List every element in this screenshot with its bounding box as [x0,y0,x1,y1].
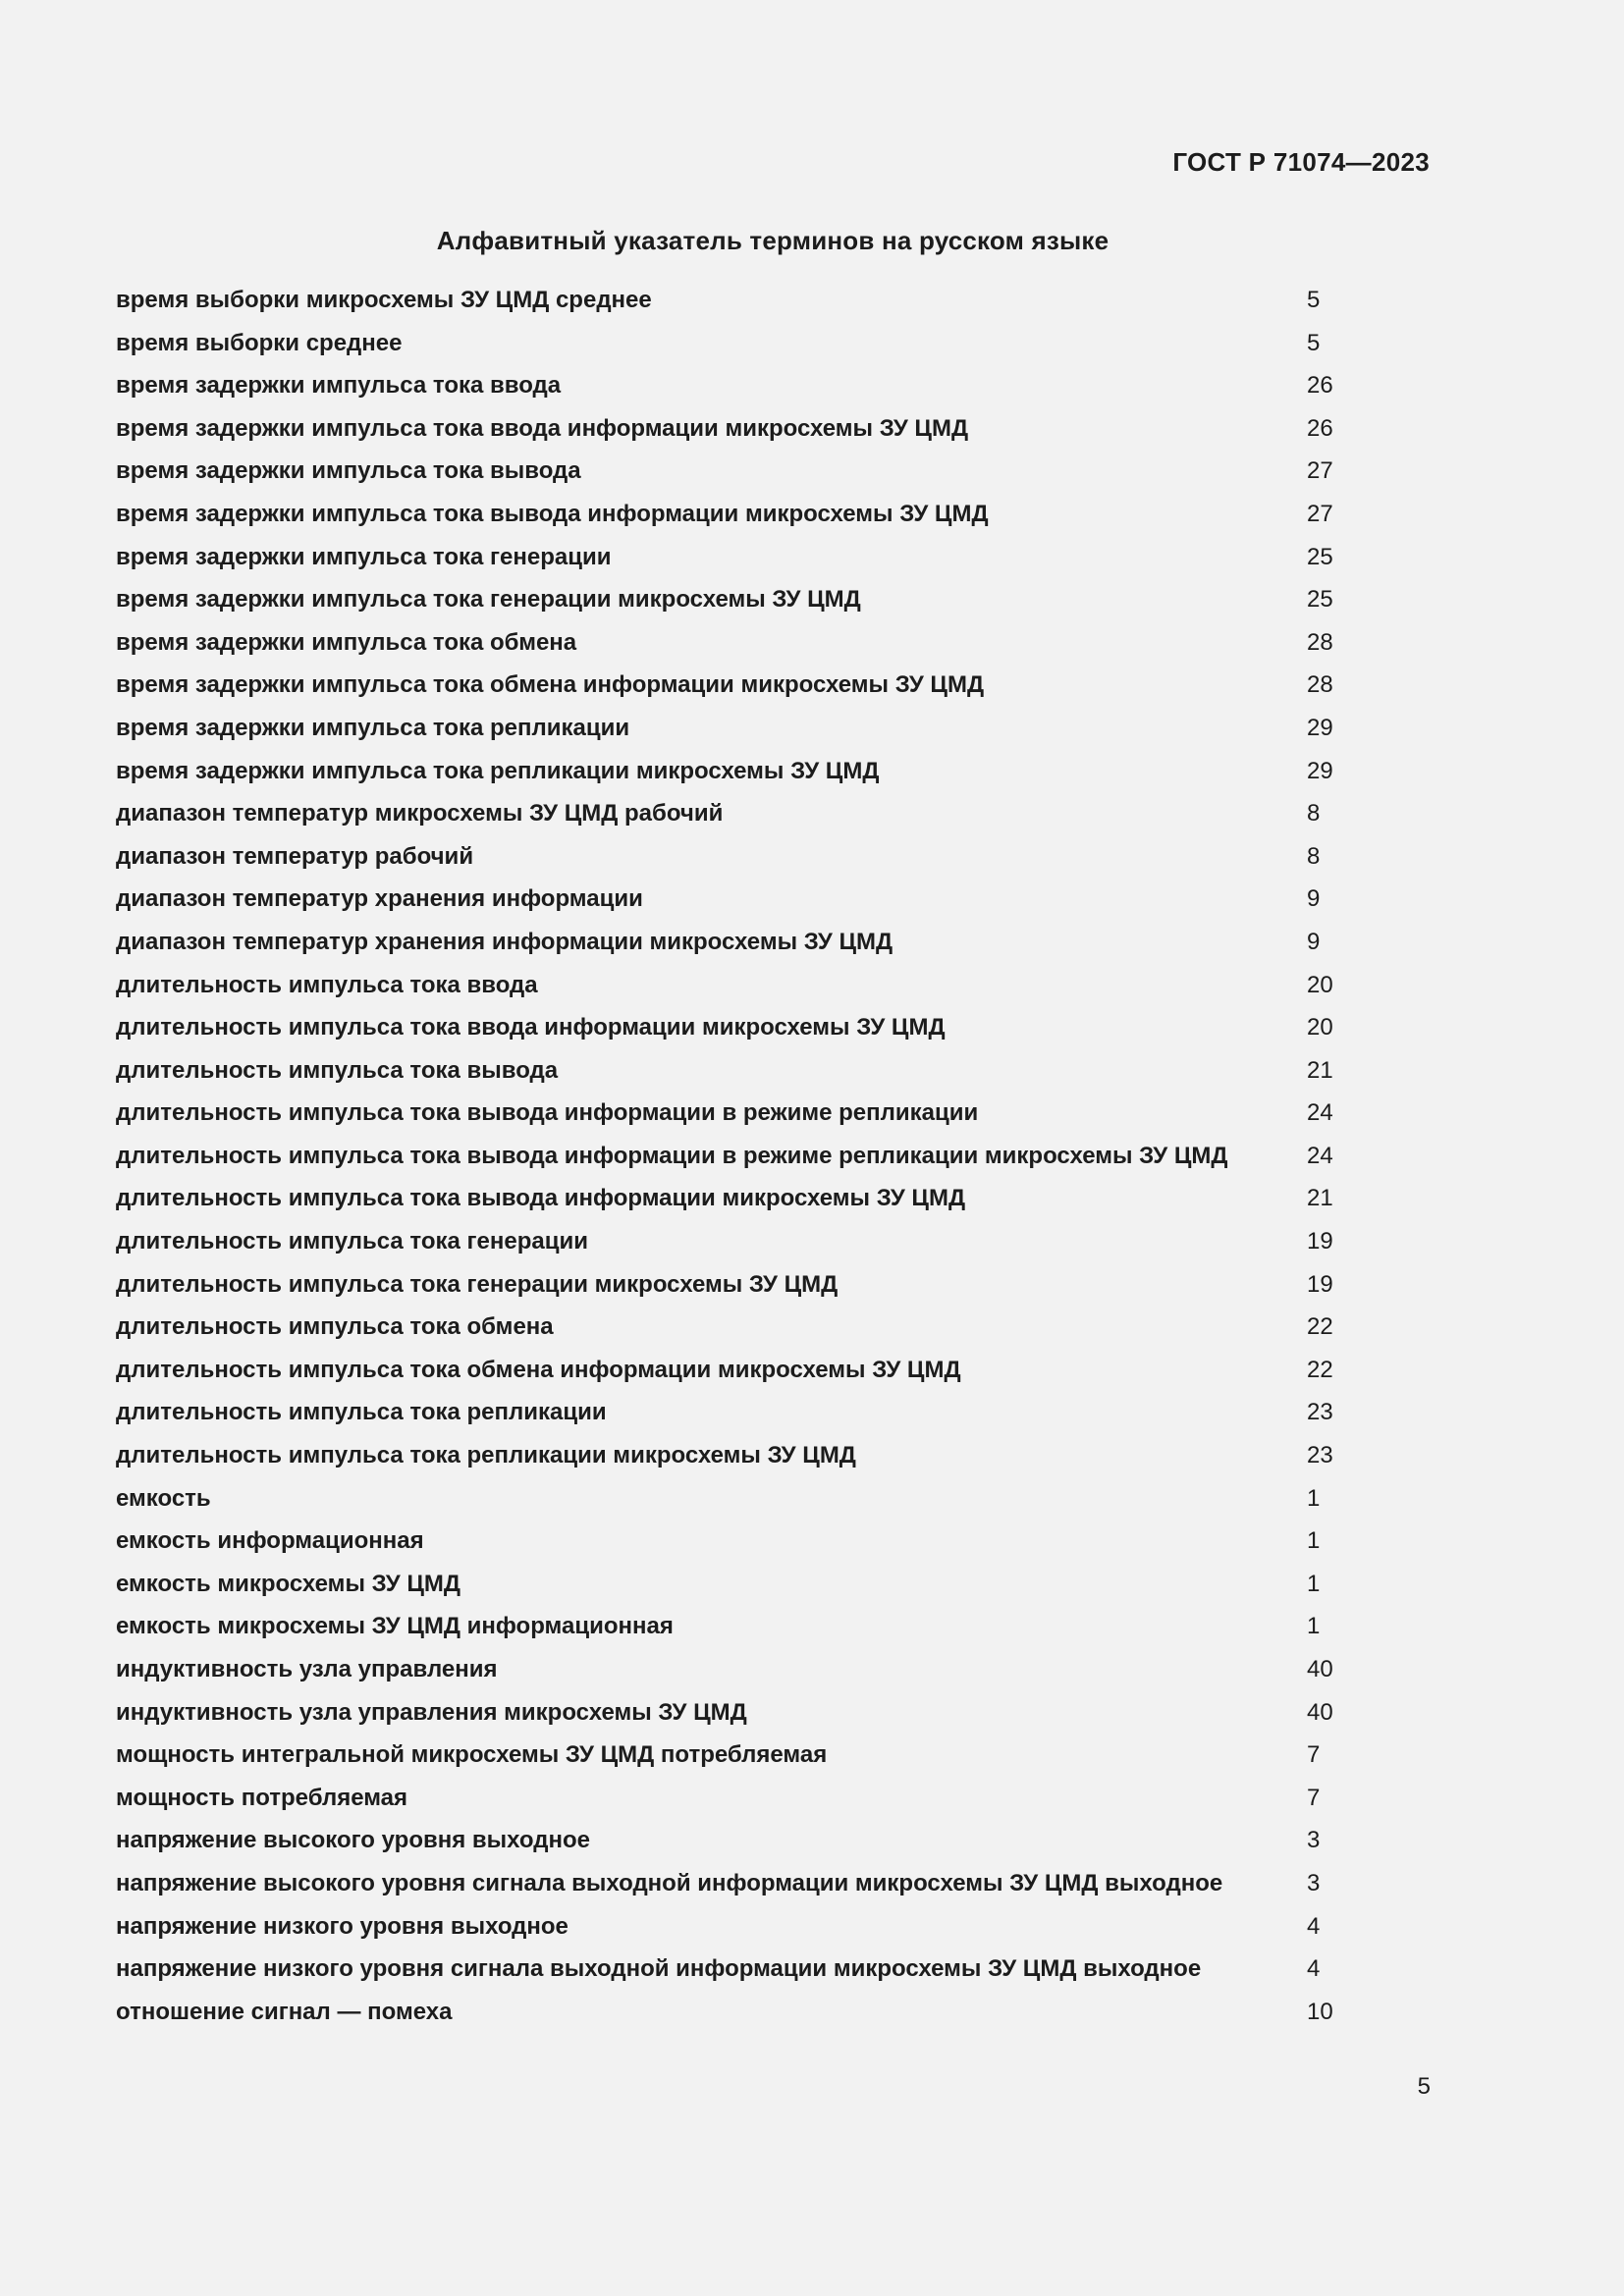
index-page-ref: 19 [1307,1270,1333,1298]
index-term: длительность импульса тока ввода [116,971,538,998]
index-entry [116,880,1333,923]
index-page-ref: 9 [1307,928,1321,955]
index-term: напряжение высокого уровня сигнала выходной информации микросхемы ЗУ ЦМД выходное [116,1869,1223,1896]
index-entry [116,1308,1333,1351]
index-term: время задержки импульса тока репликации микросхемы ЗУ ЦМД [116,757,880,784]
page-number: 5 [1417,2073,1431,2100]
index-term: длительность импульса тока репликации [116,1399,607,1426]
index-page-ref: 3 [1307,1827,1321,1854]
index-page-ref: 23 [1307,1442,1333,1469]
index-page-ref: 23 [1307,1399,1333,1426]
index-page-ref: 24 [1307,1142,1333,1169]
index-page-ref: 1 [1307,1613,1321,1640]
index-page-ref: 27 [1307,500,1333,527]
index-page-ref: 8 [1307,842,1321,870]
index-entry [116,1693,1333,1736]
index-entry [116,1735,1333,1779]
index-entry [116,580,1333,623]
index-term: диапазон температур рабочий [116,842,474,870]
index-term: индуктивность узла управления микросхемы ЗУ ЦМД [116,1698,747,1726]
index-entry [116,366,1333,409]
index-term: время задержки импульса тока ввода [116,372,562,400]
index-term: отношение сигнал — помеха [116,1998,453,2025]
index-term: емкость микросхемы ЗУ ЦМД информационная [116,1613,674,1640]
index-entry [116,281,1333,324]
term-index-list [116,281,1333,2035]
index-entry [116,1864,1333,1907]
index-term: длительность импульса тока вывода [116,1056,559,1084]
index-page-ref: 29 [1307,757,1333,784]
index-entry [116,1650,1333,1693]
index-entry [116,709,1333,752]
index-page-ref: 20 [1307,1014,1333,1041]
index-term: диапазон температур хранения информации [116,885,643,913]
index-entry [116,409,1333,453]
index-term: длительность импульса тока репликации микросхемы ЗУ ЦМД [116,1442,856,1469]
index-page-ref: 25 [1307,543,1333,570]
index-entry [116,1051,1333,1095]
index-page-ref: 28 [1307,671,1333,699]
index-page-ref: 9 [1307,885,1321,913]
index-term: время задержки импульса тока вывода информации микросхемы ЗУ ЦМД [116,500,989,527]
index-term: длительность импульса тока обмена информации микросхемы ЗУ ЦМД [116,1356,961,1383]
index-entry [116,1094,1333,1137]
index-term: напряжение низкого уровня сигнала выходной информации микросхемы ЗУ ЦМД выходное [116,1955,1202,1983]
index-page-ref: 24 [1307,1099,1333,1127]
index-page-ref: 5 [1307,329,1321,356]
index-entry [116,794,1333,837]
index-page-ref: 8 [1307,800,1321,828]
index-entry [116,452,1333,495]
index-page-ref: 1 [1307,1570,1321,1597]
index-page-ref: 40 [1307,1656,1333,1682]
index-page-ref: 19 [1307,1228,1333,1255]
index-entry [116,1607,1333,1650]
index-term: длительность импульса тока ввода информации микросхемы ЗУ ЦМД [116,1014,946,1041]
index-term: емкость информационная [116,1527,424,1555]
index-entry [116,1949,1333,1993]
index-page-ref: 26 [1307,372,1333,400]
index-term: время задержки импульса тока обмена [116,628,577,656]
index-page-ref: 3 [1307,1869,1321,1896]
index-page-ref: 25 [1307,586,1333,614]
index-term: время задержки импульса тока генерации микросхемы ЗУ ЦМД [116,586,861,614]
index-entry [116,1393,1333,1436]
index-term: емкость [116,1484,211,1512]
index-entry [116,752,1333,795]
index-entry [116,1565,1333,1608]
index-entry [116,1993,1333,2036]
index-page-ref: 4 [1307,1912,1321,1940]
index-page-ref: 10 [1307,1998,1333,2025]
index-term: время задержки импульса тока генерации [116,543,612,570]
index-page-ref: 1 [1307,1527,1321,1555]
index-term: время выборки микросхемы ЗУ ЦМД среднее [116,287,652,313]
index-entry [116,1265,1333,1308]
index-entry [116,1907,1333,1950]
index-term: напряжение низкого уровня выходное [116,1912,568,1940]
index-entry [116,666,1333,709]
index-term: диапазон температур микросхемы ЗУ ЦМД рабочий [116,800,724,828]
index-entry [116,1137,1333,1180]
index-title: Алфавитный указатель терминов на русском языке [436,226,1110,255]
index-term: длительность импульса тока генерации микросхемы ЗУ ЦМД [116,1270,839,1298]
index-term: время выборки среднее [116,329,403,356]
index-term: емкость микросхемы ЗУ ЦМД [116,1570,460,1597]
index-page-ref: 26 [1307,414,1333,442]
index-term: мощность потребляемая [116,1784,408,1811]
index-entry [116,324,1333,367]
index-entry [116,1351,1333,1394]
index-page-ref: 40 [1307,1698,1333,1726]
index-entry [116,1179,1333,1222]
index-term: напряжение высокого уровня выходное [116,1827,590,1854]
index-page-ref: 21 [1307,1185,1333,1212]
index-page-ref: 22 [1307,1313,1333,1341]
index-term: индуктивность узла управления [116,1656,498,1682]
document-code: ГОСТ Р 71074—2023 [1172,147,1430,177]
index-term: длительность импульса тока генерации [116,1228,588,1255]
index-page-ref: 1 [1307,1484,1321,1512]
index-entry [116,923,1333,966]
index-term: длительность импульса тока обмена [116,1313,554,1341]
index-page-ref: 27 [1307,457,1333,485]
index-page-ref: 21 [1307,1056,1333,1084]
index-term: время задержки импульса тока репликации [116,714,630,741]
index-entry [116,623,1333,667]
index-page-ref: 5 [1307,287,1321,313]
index-term: длительность импульса тока вывода информации в режиме репликации [116,1099,979,1127]
index-entry [116,1008,1333,1051]
index-term: длительность импульса тока вывода информации в режиме репликации микросхемы ЗУ ЦМД [116,1142,1228,1169]
index-entry [116,1522,1333,1565]
index-page-ref: 29 [1307,714,1333,741]
index-entry [116,1779,1333,1822]
index-entry [116,1436,1333,1479]
index-term: время задержки импульса тока обмена информации микросхемы ЗУ ЦМД [116,671,985,699]
index-term: время задержки импульса тока вывода [116,457,581,485]
index-page-ref: 28 [1307,628,1333,656]
index-page-ref: 7 [1307,1741,1321,1769]
index-term: длительность импульса тока вывода информации микросхемы ЗУ ЦМД [116,1185,966,1212]
index-entry [116,538,1333,581]
index-entry [116,1222,1333,1265]
index-page-ref: 7 [1307,1784,1321,1811]
index-entry [116,1479,1333,1522]
index-page-ref: 20 [1307,971,1333,998]
index-entry [116,1821,1333,1864]
index-term: диапазон температур хранения информации микросхемы ЗУ ЦМД [116,928,893,955]
index-page-ref: 22 [1307,1356,1333,1383]
index-entry [116,837,1333,881]
index-term: мощность интегральной микросхемы ЗУ ЦМД потребляемая [116,1741,828,1769]
index-term: время задержки импульса тока ввода информации микросхемы ЗУ ЦМД [116,414,969,442]
index-page-ref: 4 [1307,1955,1321,1983]
index-entry [116,966,1333,1009]
index-entry [116,495,1333,538]
